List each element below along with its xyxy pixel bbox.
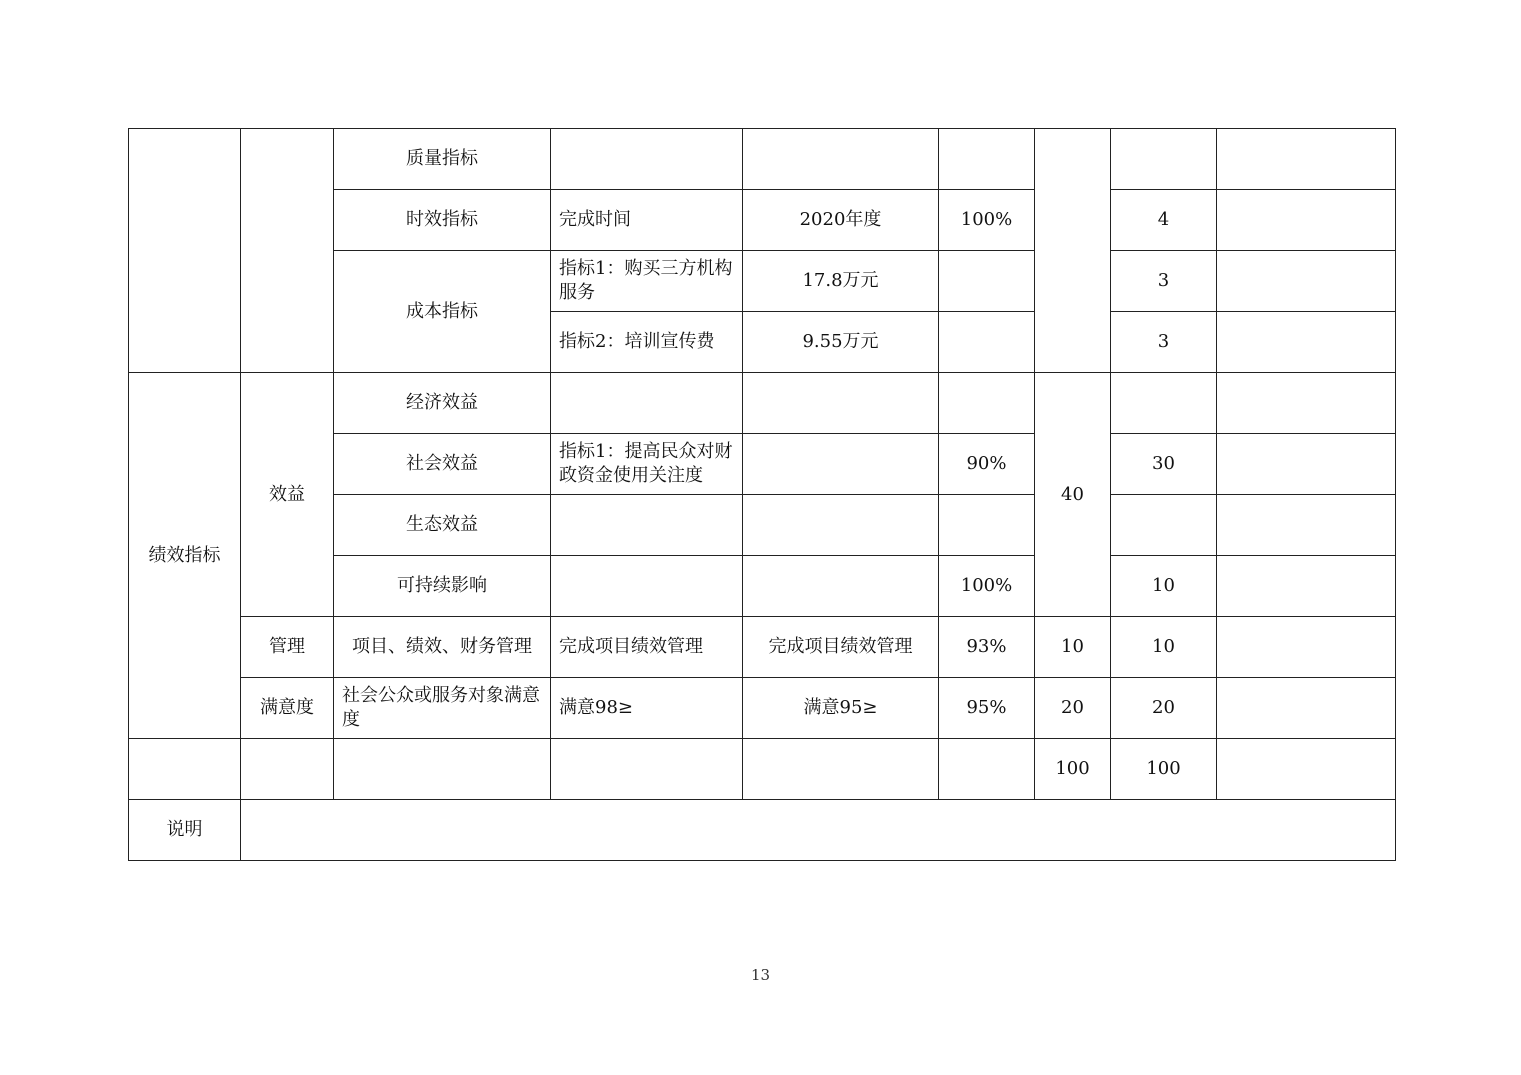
indicator-target-cost-2: 9.55万元 (743, 312, 939, 373)
indicator-label-social: 社会效益 (334, 434, 551, 495)
note-content (241, 800, 1396, 861)
performance-indicator-table (128, 128, 1396, 861)
indicator-score-sustainable: 10 (1111, 556, 1217, 617)
cell-empty (241, 739, 334, 800)
cell-empty (743, 556, 939, 617)
cell-empty (129, 739, 241, 800)
indicator-label-quality: 质量指标 (334, 129, 551, 190)
indicator-content-satisfaction: 满意98≥ (551, 678, 743, 739)
category-label-management: 管理 (241, 617, 334, 678)
cell-weight-output-blank (1035, 129, 1111, 373)
indicator-label-sustainable: 可持续影响 (334, 556, 551, 617)
indicator-content-cost-1: 指标1：购买三方机构服务 (551, 251, 743, 312)
cell-empty (1217, 739, 1396, 800)
indicator-target-cost-1: 17.8万元 (743, 251, 939, 312)
cell-empty (551, 373, 743, 434)
cell-empty (1217, 373, 1396, 434)
cell-empty (939, 129, 1035, 190)
total-weight: 100 (1035, 739, 1111, 800)
cell-empty (1217, 556, 1396, 617)
indicator-target-timeliness: 2020年度 (743, 190, 939, 251)
indicator-score-timeliness: 4 (1111, 190, 1217, 251)
indicator-score-cost-2: 3 (1111, 312, 1217, 373)
category-label-benefit: 效益 (241, 373, 334, 617)
indicator-label-ecological: 生态效益 (334, 495, 551, 556)
cell-empty (1217, 312, 1396, 373)
cell-empty (939, 739, 1035, 800)
indicator-content-social: 指标1：提高民众对财政资金使用关注度 (551, 434, 743, 495)
cell-empty (1217, 617, 1396, 678)
page-number: 13 (750, 966, 771, 984)
cell-empty (551, 739, 743, 800)
indicator-score-cost-1: 3 (1111, 251, 1217, 312)
cell-empty (939, 495, 1035, 556)
cell-empty (1217, 190, 1396, 251)
indicator-label-satisfaction: 社会公众或服务对象满意度 (334, 678, 551, 739)
cell-empty (743, 373, 939, 434)
cell-empty (1217, 251, 1396, 312)
cell-empty (1217, 129, 1396, 190)
cell-empty (939, 251, 1035, 312)
cell-empty (743, 739, 939, 800)
indicator-completion-management: 93% (939, 617, 1035, 678)
cell-empty (551, 495, 743, 556)
indicator-label-timeliness: 时效指标 (334, 190, 551, 251)
row-economic (129, 373, 1396, 434)
indicator-content-management: 完成项目绩效管理 (551, 617, 743, 678)
indicator-score-social: 30 (1111, 434, 1217, 495)
indicator-score-management: 10 (1111, 617, 1217, 678)
row-total (129, 739, 1396, 800)
cell-empty (334, 739, 551, 800)
note-label: 说明 (129, 800, 241, 861)
cell-empty (1111, 129, 1217, 190)
cell-empty (1217, 434, 1396, 495)
indicator-label-cost: 成本指标 (334, 251, 551, 373)
cell-blank-level2 (241, 129, 334, 373)
indicator-target-satisfaction: 满意95≥ (743, 678, 939, 739)
total-score: 100 (1111, 739, 1217, 800)
indicator-score-satisfaction: 20 (1111, 678, 1217, 739)
indicator-content-cost-2: 指标2：培训宣传费 (551, 312, 743, 373)
row-management (129, 617, 1396, 678)
indicator-completion-satisfaction: 95% (939, 678, 1035, 739)
cell-empty (1111, 495, 1217, 556)
category-label-performance: 绩效指标 (129, 373, 241, 739)
cell-empty (939, 312, 1035, 373)
indicator-completion-social: 90% (939, 434, 1035, 495)
cell-empty (743, 129, 939, 190)
cell-blank-level1 (129, 129, 241, 373)
indicator-completion-timeliness: 100% (939, 190, 1035, 251)
cell-empty (743, 495, 939, 556)
indicator-content-timeliness: 完成时间 (551, 190, 743, 251)
cell-empty (1217, 495, 1396, 556)
cell-empty (551, 129, 743, 190)
row-quality (129, 129, 1396, 190)
indicator-label-economic: 经济效益 (334, 373, 551, 434)
indicator-target-management: 完成项目绩效管理 (743, 617, 939, 678)
cell-empty (939, 373, 1035, 434)
indicator-label-management: 项目、绩效、财务管理 (334, 617, 551, 678)
indicator-completion-sustainable: 100% (939, 556, 1035, 617)
row-satisfaction (129, 678, 1396, 739)
satisfaction-weight: 20 (1035, 678, 1111, 739)
category-label-satisfaction: 满意度 (241, 678, 334, 739)
row-note (129, 800, 1396, 861)
benefit-weight: 40 (1035, 373, 1111, 617)
management-weight: 10 (1035, 617, 1111, 678)
cell-empty (743, 434, 939, 495)
cell-empty (1217, 678, 1396, 739)
cell-empty (551, 556, 743, 617)
cell-empty (1111, 373, 1217, 434)
